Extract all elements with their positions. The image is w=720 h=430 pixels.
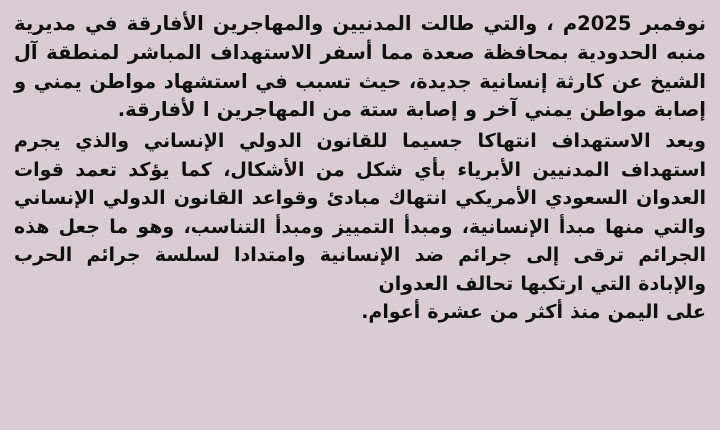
paragraph-2-body: ويعد الاستهداف انتهاكا جسيما للقانون الدولي الإنساني والذي يجرم استهداف المدنيين الأبرياء بأي شكل من الأشكال، كما يؤكد تعمد قوات العدوان السعودي الأمريكي انتهاك مبادئ وقواعد القانون الدولي الإنساني والتي منها مبدأ الإنسانية، ومبدأ التمييز ومبدأ التناسب، وهو ما جعل هذه الجرائم ترقى إلى جرائم ضد الإنسانية وامتدادا لسلسة جرائم الحرب والإبادة التي ارتكبها تحالف العدوان [14, 130, 706, 295]
paragraph-1: نوفمبر 2025م ، والتي طالت المدنيين والمهاجرين الأفارقة في مديرية منبه الحدودية بمحافظة صعدة مما أسفر الاستهداف المباشر لمنطقة آل الشيخ عن كارثة إنسانية جديدة، حيث تسبب في استشهاد مواطن يمني و إصابة مواطن يمني آخر و إصابة ستة من المهاجرين ا لأفارقة. [14, 12, 706, 122]
paragraph-2 [14, 127, 706, 327]
closing-line: على اليمن منذ أكثر من عشرة أعوام. [361, 301, 706, 323]
